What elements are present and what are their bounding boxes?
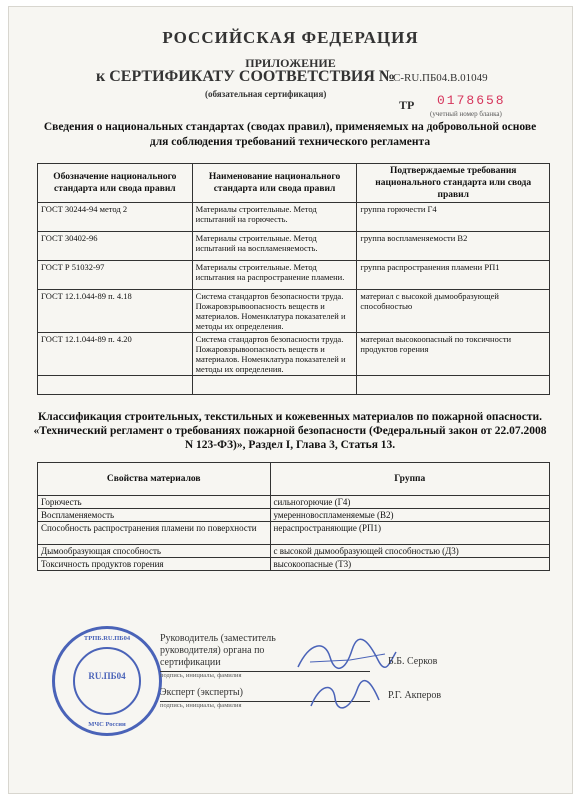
classification-table [37,462,550,571]
expert-signature-scribble [305,676,385,716]
tp-label: ТР [399,98,415,112]
table-row [38,496,550,509]
certification-stamp [52,626,162,736]
property-name: Дымообразующая способность [38,545,271,558]
property-name: Воспламеняемость [38,509,271,522]
certificate-heading: к СЕРТИФИКАТУ СООТВЕТСТВИЯ № [96,68,395,85]
standard-code: ГОСТ Р 51032-97 [38,261,193,290]
stamp-center-text: RU.ПБ04 [88,671,126,681]
standard-requirement: материал с высокой дымообразующей способностью [357,290,550,333]
standard-name: Материалы строительные. Метод испытания на распространение пламени. [192,261,357,290]
table-row [38,333,550,376]
empty-row [38,376,550,395]
standards-section-title: Сведения о национальных стандартах (сводах правил), применяемых на добровольной основе для соблюдения требований технического регламента [43,121,537,148]
standard-code: ГОСТ 12.1.044-89 п. 4.20 [38,333,193,376]
serial-caption: (учетный номер бланка) [430,110,502,118]
property-group: с высокой дымообразующей способностью (Д3) [270,545,549,558]
table-row [38,203,550,232]
standard-code: ГОСТ 12.1.044-89 п. 4.18 [38,290,193,333]
certificate-number: C-RU.ПБ04.В.01049 [393,72,488,84]
expert-label: Эксперт (эксперты) [160,687,243,698]
standard-name: Система стандартов безопасности труда. Пожаровзрывоопасность веществ и материалов. Номенклатура показателей и методы их определения. [192,290,357,333]
expert-signature-caption: подпись, инициалы, фамилия [160,702,242,709]
standard-code: ГОСТ 30244-94 метод 2 [38,203,193,232]
column-header: Наименование национального стандарта или свода правил [192,164,357,203]
appendix-title: ПРИЛОЖЕНИЕ [245,56,336,70]
table-header-row [38,463,550,496]
property-group: умеренновоспламеняемые (В2) [270,509,549,522]
standard-requirement: группа воспламеняемости В2 [357,232,550,261]
country-title: РОССИЙСКАЯ ФЕДЕРАЦИЯ [162,28,419,47]
head-signature-scribble [290,632,400,682]
column-header: Группа [270,463,549,496]
column-header: Подтверждаемые требования национального стандарта или свода правил [357,164,550,203]
standards-table [37,163,550,395]
column-header: Свойства материалов [38,463,271,496]
table-row [38,558,550,571]
standard-name: Система стандартов безопасности труда. Пожаровзрывоопасность веществ и материалов. Номенклатура показателей и методы их определения. [192,333,357,376]
column-header: Обозначение национального стандарта или свода правил [38,164,193,203]
property-group: нераспространяющие (РП1) [270,522,549,545]
stamp-ring-bottom: МЧС России [88,721,126,728]
property-name: Способность распространения пламени по поверхности [38,522,271,545]
table-row [38,545,550,558]
standard-requirement: группа распространения пламени РП1 [357,261,550,290]
table-row [38,232,550,261]
expert-name: Р.Г. Акперов [388,690,442,701]
head-signature-caption: подпись, инициалы, фамилия [160,672,242,679]
standard-requirement: материал высокоопасный по токсичности продуктов горения [357,333,550,376]
table-header-row [38,164,550,203]
table-row [38,509,550,522]
property-group: сильногорючие (Г4) [270,496,549,509]
classification-section-title: Классификация строительных, текстильных и кожевенных материалов по пожарной опасности. «Технический регламент о требованиях пожарной безопасности (Федеральный закон от 22.07.2008 N 123-ФЗ)», Раздел I, Глава 3, Статья 13. [33,411,547,451]
standard-code: ГОСТ 30402-96 [38,232,193,261]
standard-name: Материалы строительные. Метод испытаний на воспламеняемость. [192,232,357,261]
property-group: высокоопасные (Т3) [270,558,549,571]
table-row [38,290,550,333]
standard-requirement: группа горючести Г4 [357,203,550,232]
table-row [38,522,550,545]
obligatory-note: (обязательная сертификация) [205,89,327,99]
stamp-ring-top: ТРПБ.RU.ПБ04 [83,635,131,642]
head-signatory-label: Руководитель (заместитель руководителя) органа по сертификации [160,633,276,668]
stamp-inner-circle [73,647,141,715]
standard-name: Материалы строительные. Метод испытаний на горючесть. [192,203,357,232]
serial-number: 0178658 [437,93,506,108]
head-name: Б.Б. Серков [388,656,438,667]
property-name: Токсичность продуктов горения [38,558,271,571]
property-name: Горючесть [38,496,271,509]
table-row [38,261,550,290]
